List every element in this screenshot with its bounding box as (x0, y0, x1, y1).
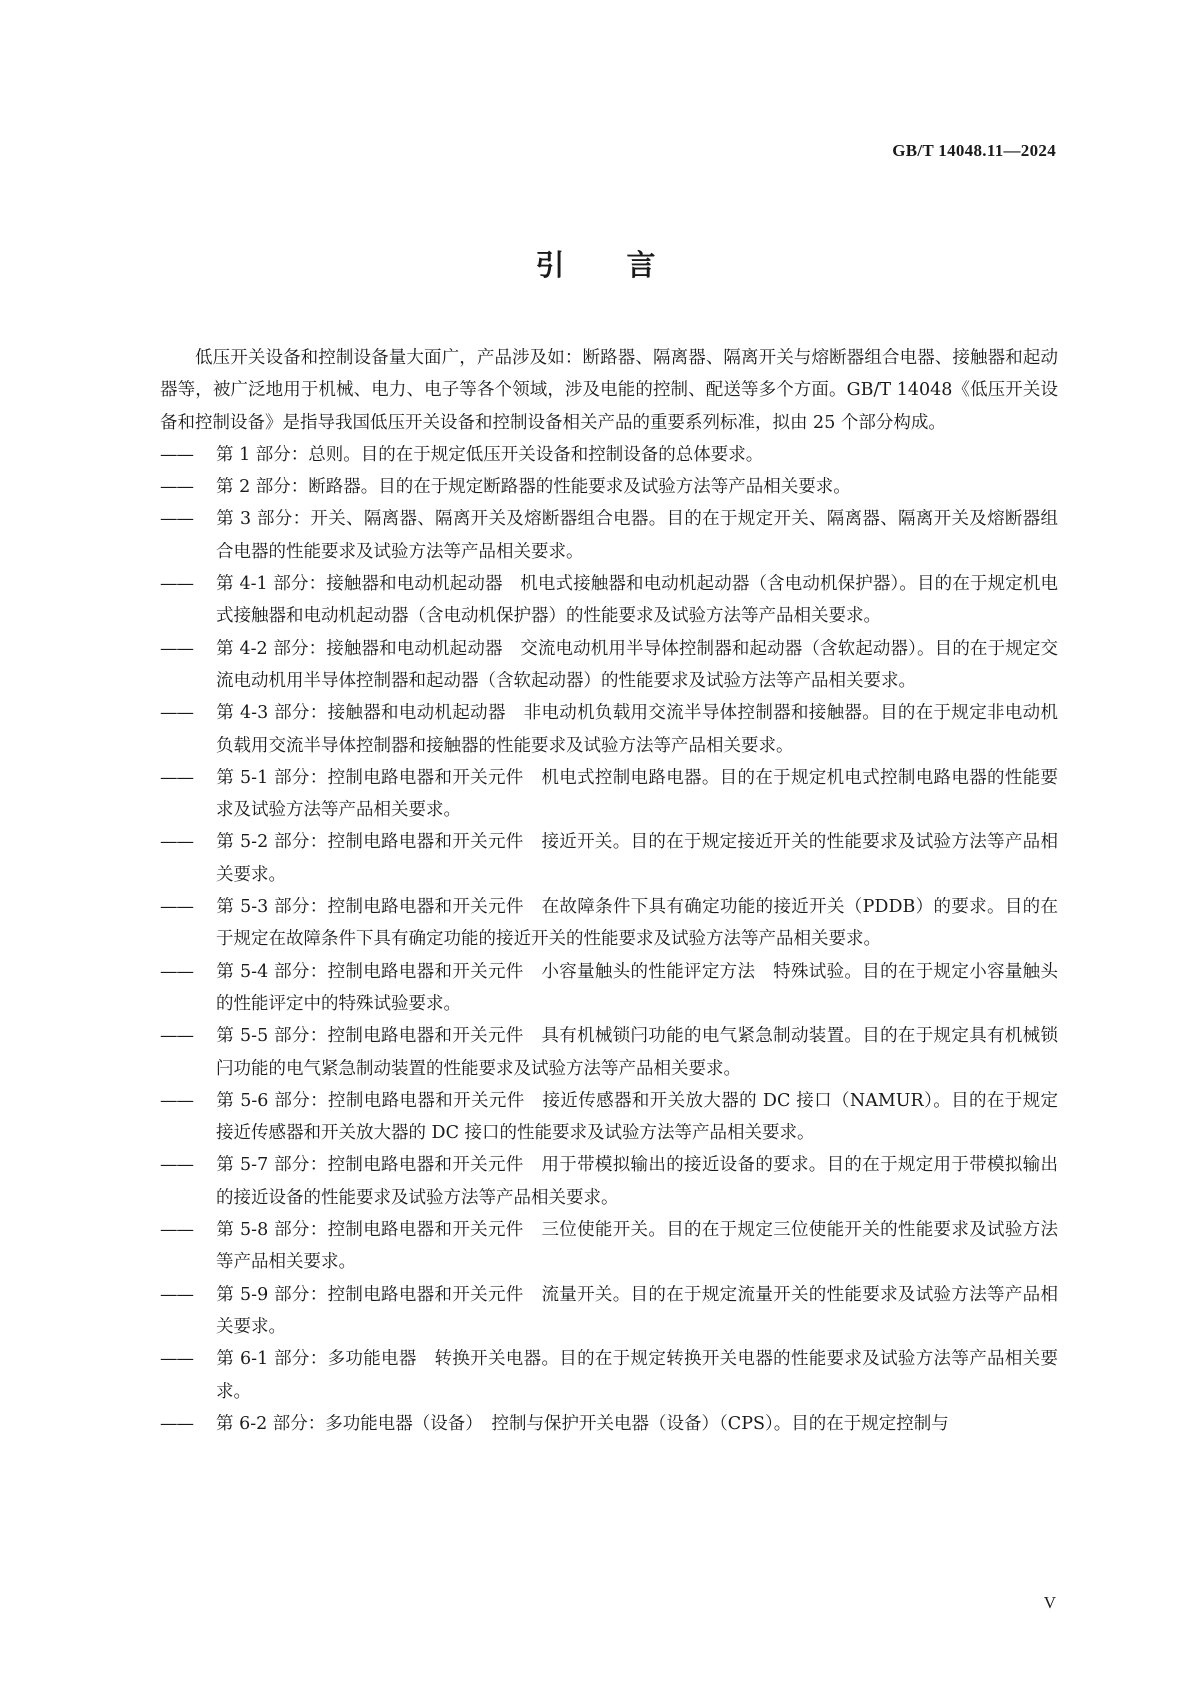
list-dash: —— (160, 1026, 193, 1047)
part-list-item (160, 826, 1058, 891)
part-list-item (160, 1343, 1058, 1408)
list-dash: —— (160, 1284, 193, 1305)
list-dash: —— (160, 767, 193, 788)
document-body (160, 342, 1058, 1440)
part-list-item (160, 503, 1058, 568)
part-list-item (160, 1085, 1058, 1150)
list-dash: —— (160, 1220, 193, 1241)
part-list-item-text: 第 3 部分：开关、隔离器、隔离开关及熔断器组合电器。目的在于规定开关、隔离器、隔离开关及熔断器组合电器的性能要求及试验方法等产品相关要求。 (216, 509, 1058, 562)
list-dash: —— (160, 638, 193, 659)
part-list-item (160, 1214, 1058, 1279)
part-list-item-text: 第 4-3 部分：接触器和电动机起动器 非电动机负载用交流半导体控制器和接触器。目的在于规定非电动机负载用交流半导体控制器和接触器的性能要求及试验方法等产品相关要求。 (216, 703, 1058, 756)
part-list-item-text: 第 5-1 部分：控制电路电器和开关元件 机电式控制电路电器。目的在于规定机电式控制电路电器的性能要求及试验方法等产品相关要求。 (216, 767, 1058, 821)
part-list-item-text: 第 4-2 部分：接触器和电动机起动器 交流电动机用半导体控制器和起动器（含软起动器）。目的在于规定交流电动机用半导体控制器和起动器（含软起动器）的性能要求及试验方法等产品相关要求。 (216, 638, 1058, 691)
part-list-item-text: 第 5-4 部分：控制电路电器和开关元件 小容量触头的性能评定方法 特殊试验。目的在于规定小容量触头的性能评定中的特殊试验要求。 (216, 961, 1058, 1014)
part-list-item (160, 633, 1058, 698)
list-dash: —— (160, 477, 193, 498)
part-list-item-text: 第 2 部分：断路器。目的在于规定断路器的性能要求及试验方法等产品相关要求。 (216, 477, 851, 498)
page-title: 引言 (535, 248, 718, 282)
part-list-item-text: 第 5-2 部分：控制电路电器和开关元件 接近开关。目的在于规定接近开关的性能要求及试验方法等产品相关要求。 (216, 832, 1058, 885)
part-list-item-text: 第 6-2 部分：多功能电器（设备） 控制与保护开关电器（设备）（CPS）。目的在于规定控制与 (216, 1413, 949, 1434)
part-list-item (160, 956, 1058, 1021)
part-list-item (160, 1149, 1058, 1214)
list-dash: —— (160, 574, 193, 595)
list-dash: —— (160, 961, 193, 982)
part-list (160, 439, 1058, 1440)
part-list-item-text: 第 5-6 部分：控制电路电器和开关元件 接近传感器和开关放大器的 DC 接口（NAMUR）。目的在于规定接近传感器和开关放大器的 DC 接口的性能要求及试验方法等产品相关要求。 (216, 1090, 1058, 1144)
list-dash: —— (160, 897, 193, 918)
part-list-item (160, 1279, 1058, 1344)
part-list-item (160, 568, 1058, 633)
part-list-item (160, 1020, 1058, 1085)
part-list-item-text: 第 6-1 部分：多功能电器 转换开关电器。目的在于规定转换开关电器的性能要求及试验方法等产品相关要求。 (216, 1349, 1058, 1402)
standard-code: GB/T 14048.11—2024 (892, 141, 1056, 160)
part-list-item-text: 第 5-8 部分：控制电路电器和开关元件 三位使能开关。目的在于规定三位使能开关的性能要求及试验方法等产品相关要求。 (216, 1220, 1058, 1273)
part-list-item (160, 471, 1058, 503)
part-list-item (160, 439, 1058, 471)
list-dash: —— (160, 1413, 193, 1434)
list-dash: —— (160, 444, 193, 465)
list-dash: —— (160, 509, 193, 530)
page-number: V (1043, 1593, 1056, 1612)
part-list-item-text: 第 5-7 部分：控制电路电器和开关元件 用于带模拟输出的接近设备的要求。目的在于规定用于带模拟输出的接近设备的性能要求及试验方法等产品相关要求。 (216, 1155, 1058, 1208)
part-list-item-text: 第 5-5 部分：控制电路电器和开关元件 具有机械锁闩功能的电气紧急制动装置。目的在于规定具有机械锁闩功能的电气紧急制动装置的性能要求及试验方法等产品相关要求。 (216, 1026, 1058, 1079)
intro-paragraph: 低压开关设备和控制设备量大面广，产品涉及如：断路器、隔离器、隔离开关与熔断器组合电器、接触器和起动器等，被广泛地用于机械、电力、电子等各个领域，涉及电能的控制、配送等多个方面。GB/T 14048《低压开关设备和控制设备》是指导我国低压开关设备和控制设备相关产品的重要系列标准，拟由 25 个部分构成。 (160, 348, 1058, 433)
part-list-item-text: 第 5-3 部分：控制电路电器和开关元件 在故障条件下具有确定功能的接近开关（PDDB）的要求。目的在于规定在故障条件下具有确定功能的接近开关的性能要求及试验方法等产品相关要求。 (216, 897, 1058, 950)
list-dash: —— (160, 1349, 193, 1370)
part-list-item (160, 891, 1058, 956)
list-dash: —— (160, 832, 193, 853)
part-list-item-text: 第 1 部分：总则。目的在于规定低压开关设备和控制设备的总体要求。 (216, 444, 764, 465)
part-list-item (160, 1408, 1058, 1440)
part-list-item-text: 第 4-1 部分：接触器和电动机起动器 机电式接触器和电动机起动器（含电动机保护器）。目的在于规定机电式接触器和电动机起动器（含电动机保护器）的性能要求及试验方法等产品相关要求。 (216, 574, 1058, 627)
part-list-item-text: 第 5-9 部分：控制电路电器和开关元件 流量开关。目的在于规定流量开关的性能要求及试验方法等产品相关要求。 (216, 1284, 1058, 1337)
list-dash: —— (160, 1155, 193, 1176)
part-list-item (160, 697, 1058, 762)
part-list-item (160, 762, 1058, 827)
list-dash: —— (160, 703, 193, 724)
list-dash: —— (160, 1090, 193, 1111)
